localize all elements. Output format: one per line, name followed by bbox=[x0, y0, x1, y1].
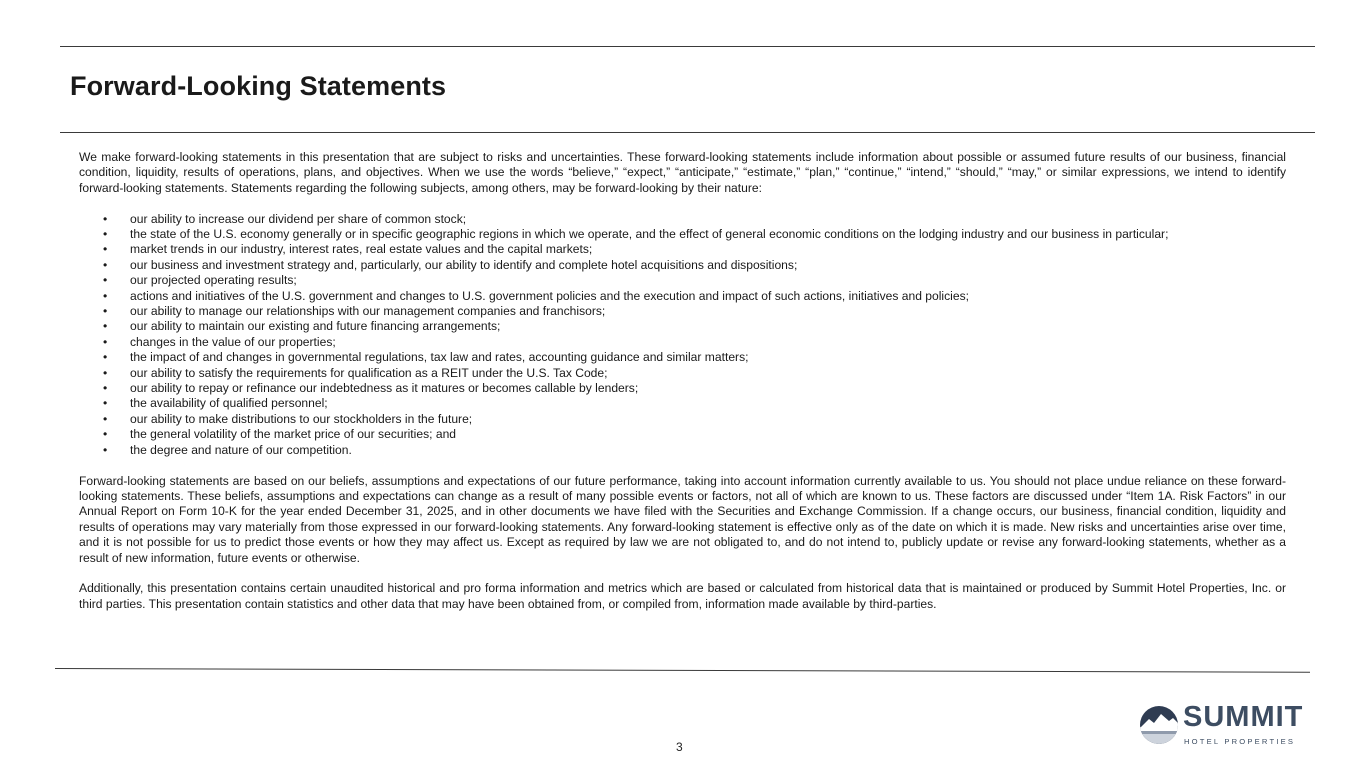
list-item: • our ability to repay or refinance our indebtedness as it matures or becomes callable by lenders; bbox=[79, 381, 1286, 396]
list-item: • our business and investment strategy and, particularly, our ability to identify and complete hotel acquisitions and dispositions; bbox=[79, 258, 1286, 273]
list-item: • the general volatility of the market price of our securities; and bbox=[79, 427, 1286, 442]
top-divider bbox=[60, 46, 1315, 47]
list-item: • the state of the U.S. economy generally or in specific geographic regions in which we operate, and the effect of general economic conditions on the lodging industry and our business in particular; bbox=[79, 227, 1286, 242]
data-sources-paragraph: Additionally, this presentation contains certain unaudited historical and pro forma information and metrics which are based or calculated from historical data that is maintained or produced by Summit Hotel Properties, Inc. or third parties. This presentation contain statistics and other data that may have been obtained from, or compiled from, information made available by third-parties. bbox=[79, 581, 1286, 611]
intro-paragraph: We make forward-looking statements in this presentation that are subject to risks and uncertainties. These forward-looking statements include information about possible or assumed future results of our business, financial condition, liquidity, results of operations, plans, and objectives. When we use the words “believe,” “expect,” “anticipate,” “estimate,” “plan,” “continue,” “intend,” “should,” “may,” or similar expressions, we intend to identify forward-looking statements. Statements regarding the following subjects, among others, may be forward-looking by their nature: bbox=[79, 150, 1286, 195]
mountain-logo-icon bbox=[1139, 705, 1179, 745]
list-item: • changes in the value of our properties; bbox=[79, 335, 1286, 350]
logo-wordmark: SUMMIT bbox=[1183, 701, 1304, 733]
list-item: • the availability of qualified personnel; bbox=[79, 396, 1286, 411]
list-item: • our ability to make distributions to our stockholders in the future; bbox=[79, 412, 1286, 427]
list-item: • the impact of and changes in governmental regulations, tax law and rates, accounting guidance and similar matters; bbox=[79, 350, 1286, 365]
list-item: • our ability to satisfy the requirements for qualification as a REIT under the U.S. Tax Code; bbox=[79, 366, 1286, 381]
list-item: • actions and initiatives of the U.S. government and changes to U.S. government policies and the execution and impact of such actions, initiatives and policies; bbox=[79, 289, 1286, 304]
list-item: • our ability to increase our dividend per share of common stock; bbox=[79, 212, 1286, 227]
page-title: Forward-Looking Statements bbox=[70, 71, 447, 101]
title-divider bbox=[60, 132, 1315, 133]
list-item: • our ability to maintain our existing and future financing arrangements; bbox=[79, 319, 1286, 334]
list-item: • our ability to manage our relationships with our management companies and franchisors; bbox=[79, 304, 1286, 319]
list-item: • our projected operating results; bbox=[79, 273, 1286, 288]
list-item: • market trends in our industry, interest rates, real estate values and the capital markets; bbox=[79, 242, 1286, 257]
list-item: • the degree and nature of our competition. bbox=[79, 443, 1286, 458]
summit-logo bbox=[1139, 701, 1319, 748]
footer-divider bbox=[55, 668, 1310, 673]
subject-list bbox=[79, 212, 1286, 459]
reliance-paragraph: Forward-looking statements are based on our beliefs, assumptions and expectations of our future performance, taking into account information currently available to us. You should not place undue reliance on these forward-looking statements. These beliefs, assumptions and expectations can change as a result of many possible events or factors, not all of which are known to us. These factors are discussed under “Item 1A. Risk Factors” in our Annual Report on Form 10-K for the year ended December 31, 2025, and in other documents we have filed with the Securities and Exchange Commission. If a change occurs, our business, financial condition, liquidity and results of operations may vary materially from those expressed in our forward-looking statements. Any forward-looking statement is effective only as of the date on which it is made. New risks and uncertainties arise over time, and it is not possible for us to predict those events or how they may affect us. Except as required by law we are not obligated to, and do not intend to, publicly update or revise any forward-looking statements, whether as a result of new information, future events or otherwise. bbox=[79, 473, 1286, 565]
logo-tagline: HOTEL PROPERTIES bbox=[1184, 737, 1296, 746]
statement-body bbox=[79, 150, 1286, 612]
page-number: 3 bbox=[676, 740, 683, 754]
